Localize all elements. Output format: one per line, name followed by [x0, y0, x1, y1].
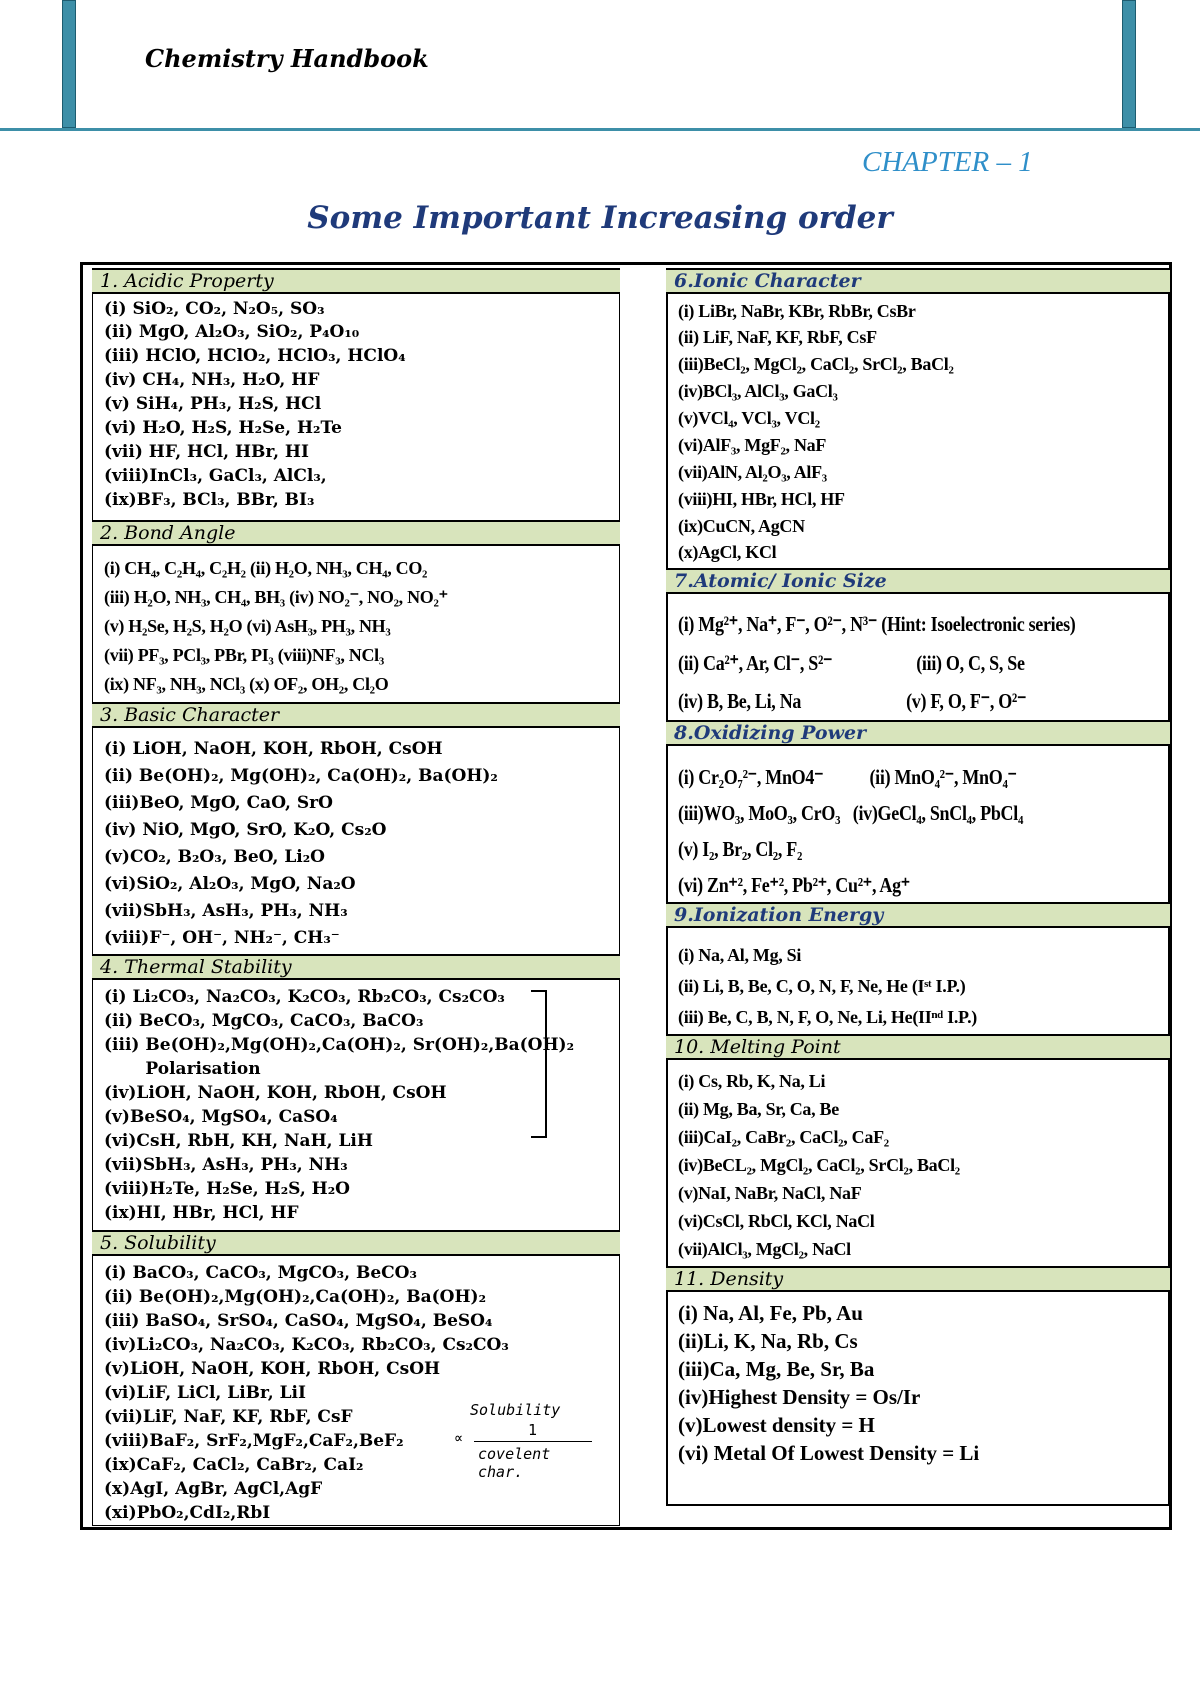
list-item: (ix)HI, HBr, HCl, HF: [104, 1203, 299, 1223]
list-item: (ix)BF₃, BCl₃, BBr, BI₃: [104, 490, 315, 510]
fraction-bar: [474, 1441, 592, 1442]
formula-denominator: covelent char.: [478, 1445, 551, 1481]
heading-thermal-stability: 4. Thermal Stability: [92, 954, 620, 980]
list-item: (ii)Li, K, Na, Rb, Cs: [678, 1329, 858, 1353]
list-item: (v) I₂, Br₂, Cl₂, F₂: [678, 837, 803, 861]
heading-ionic-character: 6.Ionic Character: [666, 268, 1170, 294]
list-item: (iii) HClO, HClO₂, HClO₃, HClO₄: [104, 346, 406, 366]
list-item: (viii)HI, HBr, HCl, HF: [678, 489, 845, 509]
list-item: (ix)CaF₂, CaCl₂, CaBr₂, CaI₂: [104, 1455, 364, 1475]
list-item: (i) Mg²⁺, Na⁺, F⁻, O²⁻, N³⁻ (Hint: Isoelectronic series): [678, 612, 1076, 636]
list-item: (i) LiOH, NaOH, KOH, RbOH, CsOH: [104, 739, 443, 759]
list-item: (xi)PbO₂,CdI₂,RbI: [104, 1503, 271, 1523]
list-item: (vi)AlF₃, MgF₂, NaF: [678, 435, 827, 455]
list-item: (iii)CaI₂, CaBr₂, CaCl₂, CaF₂: [678, 1127, 889, 1147]
list-item: (ii) Be(OH)₂, Mg(OH)₂, Ca(OH)₂, Ba(OH)₂: [104, 766, 498, 786]
list-item: (v)CO₂, B₂O₃, BeO, Li₂O: [104, 847, 325, 867]
list-item: (vii) PF₃, PCl₃, PBr, PI₃ (viii)NF₃, NCl₃: [104, 645, 384, 665]
list-item: (i) BaCO₃, CaCO₃, MgCO₃, BeCO₃: [104, 1263, 417, 1283]
list-item: (vi)LiF, LiCl, LiBr, LiI: [104, 1383, 306, 1403]
list-item: (iii)BeCl₂, MgCl₂, CaCl₂, SrCl₂, BaCl₂: [678, 354, 954, 374]
list-item: (ii) Be(OH)₂,Mg(OH)₂,Ca(OH)₂, Ba(OH)₂: [104, 1287, 487, 1307]
heading-oxidizing-power: 8.Oxidizing Power: [666, 720, 1170, 746]
list-item: (iv)BeCL₂, MgCl₂, CaCl₂, SrCl₂, BaCl₂: [678, 1155, 960, 1175]
list-item: (vi)SiO₂, Al₂O₃, MgO, Na₂O: [104, 874, 356, 894]
list-item: (vi)CsCl, RbCl, KCl, NaCl: [678, 1211, 875, 1231]
list-item: (iv) CH₄, NH₃, H₂O, HF: [104, 370, 320, 390]
list-item: (iii) Be, C, B, N, F, O, Ne, Li, He(IIⁿᵈ I.P.): [678, 1007, 977, 1027]
list-item: (vi) Metal Of Lowest Density = Li: [678, 1441, 980, 1465]
heading-acidic-property: 1. Acidic Property: [92, 268, 620, 294]
list-item: (viii)H₂Te, H₂Se, H₂S, H₂O: [104, 1179, 350, 1199]
list-item: (iv)Highest Density = Os/Ir: [678, 1385, 921, 1409]
list-item: Polarisation: [104, 1059, 261, 1079]
proportional-symbol: ∝: [454, 1429, 464, 1447]
list-item: (viii)F⁻, OH⁻, NH₂⁻, CH₃⁻: [104, 928, 340, 948]
list-item: (vi) H₂O, H₂S, H₂Se, H₂Te: [104, 418, 342, 438]
heading-bond-angle: 2. Bond Angle: [92, 520, 620, 546]
list-item: (iii)BeO, MgO, CaO, SrO: [104, 793, 333, 813]
list-item: (ii) BeCO₃, MgCO₃, CaCO₃, BaCO₃: [104, 1011, 424, 1031]
list-item: (v)LiOH, NaOH, KOH, RbOH, CsOH: [104, 1359, 441, 1379]
list-item: (i) Na, Al, Mg, Si: [678, 945, 802, 965]
heading-basic-character: 3. Basic Character: [92, 702, 620, 728]
list-item: (viii)InCl₃, GaCl₃, AlCl₃,: [104, 466, 327, 486]
list-item: (i) SiO₂, CO₂, N₂O₅, SO₃: [104, 299, 325, 319]
list-item: (vii)SbH₃, AsH₃, PH₃, NH₃: [104, 1155, 348, 1175]
heading-melting-point: 10. Melting Point: [666, 1034, 1170, 1060]
list-item: (i) Li₂CO₃, Na₂CO₃, K₂CO₃, Rb₂CO₃, Cs₂CO₃: [104, 987, 505, 1007]
list-item: (v)VCl₄, VCl₃, VCl₂: [678, 408, 820, 428]
list-item: (x)AgI, AgBr, AgCl,AgF: [104, 1479, 323, 1499]
handbook-title: Chemistry Handbook: [145, 44, 429, 73]
heading-ionization-energy: 9.Ionization Energy: [666, 902, 1170, 928]
list-item: (v)Lowest density = H: [678, 1413, 875, 1437]
list-item: (i) Cs, Rb, K, Na, Li: [678, 1071, 826, 1091]
list-item: (ii) Li, B, Be, C, O, N, F, Ne, He (Iˢᵗ I.P.): [678, 976, 966, 996]
list-item: (ii) MgO, Al₂O₃, SiO₂, P₄O₁₀: [104, 322, 360, 342]
formula-one: 1: [528, 1421, 538, 1439]
polarisation-bracket: [531, 990, 547, 1138]
list-item: (vi)CsH, RbH, KH, NaH, LiH: [104, 1131, 373, 1151]
list-item: (ii) LiF, NaF, KF, RbF, CsF: [678, 327, 877, 347]
list-item: (i) Na, Al, Fe, Pb, Au: [678, 1301, 863, 1325]
list-item: (vii)LiF, NaF, KF, RbF, CsF: [104, 1407, 353, 1427]
header-rule: [0, 128, 1200, 131]
list-item: (i) CH₄, C₂H₄, C₂H₂ (ii) H₂O, NH₃, CH₄, CO₂: [104, 558, 428, 578]
list-item: (iv)BCl₃, AlCl₃, GaCl₃: [678, 381, 838, 401]
chapter-label: CHAPTER – 1: [862, 146, 1033, 178]
list-item: (v) SiH₄, PH₃, H₂S, HCl: [104, 394, 322, 414]
list-item: (iv) NiO, MgO, SrO, K₂O, Cs₂O: [104, 820, 387, 840]
heading-solubility: 5. Solubility: [92, 1230, 620, 1256]
list-item: (ix) NF₃, NH₃, NCl₃ (x) OF₂, OH₂, Cl₂O: [104, 674, 389, 694]
list-item: (x)AgCl, KCl: [678, 542, 777, 562]
list-item: (v)NaI, NaBr, NaCl, NaF: [678, 1183, 862, 1203]
list-item: (viii)BaF₂, SrF₂,MgF₂,CaF₂,BeF₂: [104, 1431, 404, 1451]
list-item: (iii) Be(OH)₂,Mg(OH)₂,Ca(OH)₂, Sr(OH)₂,Ba(OH)₂: [104, 1035, 575, 1055]
list-item: (vii) HF, HCl, HBr, HI: [104, 442, 309, 462]
list-item: (ii) Mg, Ba, Sr, Ca, Be: [678, 1099, 839, 1119]
list-item: (i) LiBr, NaBr, KBr, RbBr, CsBr: [678, 301, 916, 321]
page-title: Some Important Increasing order: [307, 200, 893, 236]
list-item: (iii) BaSO₄, SrSO₄, CaSO₄, MgSO₄, BeSO₄: [104, 1311, 493, 1331]
list-item: (vii)AlCl₃, MgCl₂, NaCl: [678, 1239, 851, 1259]
list-item: (i) Cr₂O₇²⁻, MnO4⁻ (ii) MnO₄²⁻, MnO₄⁻: [678, 765, 1017, 789]
list-item: (iv)LiOH, NaOH, KOH, RbOH, CsOH: [104, 1083, 447, 1103]
list-item: (iii)WO₃, MoO₃, CrO₃ (iv)GeCl₄, SnCl₄, PbCl₄: [678, 801, 1024, 825]
right-margin-bar: [1122, 0, 1136, 128]
list-item: (ii) Ca²⁺, Ar, Cl⁻, S²⁻ (iii) O, C, S, Se: [678, 651, 1025, 675]
left-margin-bar: [62, 0, 76, 128]
formula-numerator: Solubility: [470, 1401, 561, 1419]
list-item: (iv) B, Be, Li, Na (v) F, O, F⁻, O²⁻: [678, 689, 1027, 713]
list-item: (v) H₂Se, H₂S, H₂O (vi) AsH₃, PH₃, NH₃: [104, 616, 391, 636]
list-item: (vii)SbH₃, AsH₃, PH₃, NH₃: [104, 901, 348, 921]
list-item: (iv)Li₂CO₃, Na₂CO₃, K₂CO₃, Rb₂CO₃, Cs₂CO₃: [104, 1335, 509, 1355]
heading-density: 11. Density: [666, 1266, 1170, 1292]
list-item: (iii)Ca, Mg, Be, Sr, Ba: [678, 1357, 875, 1381]
list-item: (iii) H₂O, NH₃, CH₄, BH₃ (iv) NO₂⁻, NO₂, NO₂⁺: [104, 587, 448, 607]
list-item: (v)BeSO₄, MgSO₄, CaSO₄: [104, 1107, 338, 1127]
list-item: (ix)CuCN, AgCN: [678, 516, 805, 536]
list-item: (vi) Zn⁺², Fe⁺², Pb²⁺, Cu²⁺, Ag⁺: [678, 873, 911, 897]
heading-atomic-ionic-size: 7.Atomic/ Ionic Size: [666, 568, 1170, 594]
list-item: (vii)AlN, Al₂O₃, AlF₃: [678, 462, 827, 482]
